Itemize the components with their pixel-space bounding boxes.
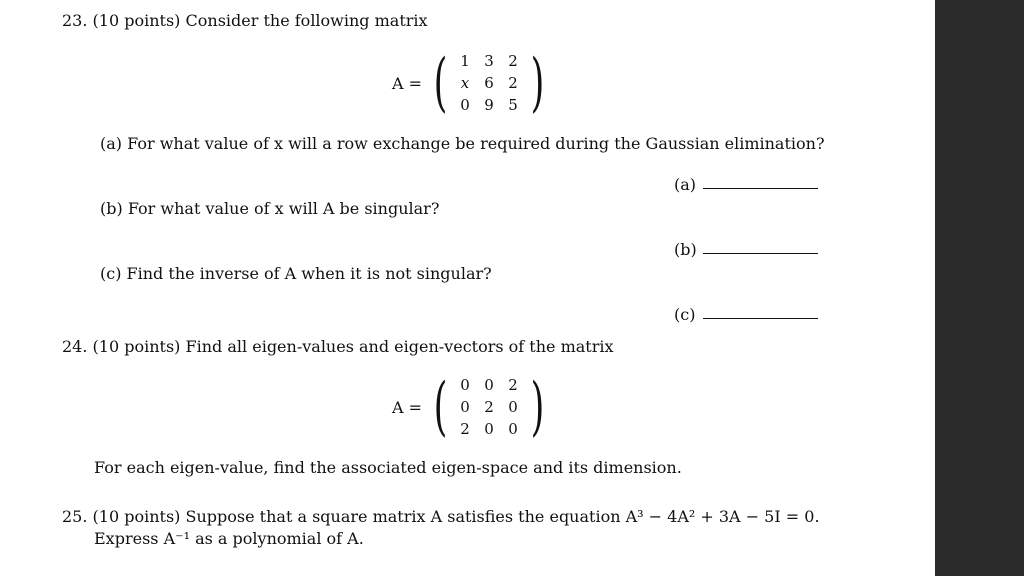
matrix-grid: [453, 50, 525, 116]
question-number: 23.: [62, 11, 88, 30]
left-paren: (: [433, 46, 448, 120]
matrix-24: [392, 370, 550, 444]
matrix-cell: 9: [484, 96, 494, 114]
matrix-cell: 2: [484, 398, 494, 416]
matrix-cell: 0: [508, 420, 518, 438]
matrix-cell: 2: [508, 74, 518, 92]
right-paren: ): [530, 370, 545, 444]
answer-label-c: (c): [674, 305, 696, 324]
matrix-cell: 0: [460, 376, 470, 394]
question-24-followup: For each eigen-value, find the associated eigen-space and its dimension.: [94, 458, 682, 477]
matrix-cell: 0: [484, 420, 494, 438]
question-points: (10 points): [92, 337, 181, 356]
question-intro: Consider the following matrix: [185, 11, 428, 30]
question-24-header: [62, 337, 614, 357]
question-25-header: [62, 507, 820, 527]
matrix-lhs: A =: [392, 397, 423, 417]
answer-blank-c[interactable]: [703, 318, 818, 319]
left-paren: (: [433, 370, 448, 444]
part-a-text: (a) For what value of x will a row exchange be required during the Gaussian elimination?: [100, 134, 825, 153]
matrix-cell: 2: [460, 420, 470, 438]
answer-label-a: (a): [674, 175, 697, 194]
matrix-cell: 2: [508, 376, 518, 394]
question-23-header: [62, 11, 428, 31]
matrix-cell: x: [460, 74, 470, 92]
matrix-grid: [453, 374, 525, 440]
matrix-cell: 5: [508, 96, 518, 114]
dark-side-panel: [935, 0, 1024, 576]
answer-blank-a[interactable]: [703, 188, 818, 189]
question-line-1: Suppose that a square matrix A satisfies the equation A³ − 4A² + 3A − 5I = 0.: [185, 507, 820, 526]
matrix-cell: 0: [460, 398, 470, 416]
question-number: 24.: [62, 337, 88, 356]
matrix-cell: 6: [484, 74, 494, 92]
answer-label-b: (b): [674, 240, 697, 259]
matrix-cell: 0: [460, 96, 470, 114]
question-points: (10 points): [92, 11, 181, 30]
matrix-cell: 0: [508, 398, 518, 416]
part-b-text: (b) For what value of x will A be singular?: [100, 199, 440, 218]
right-paren: ): [530, 46, 545, 120]
matrix-cell: 3: [484, 52, 494, 70]
question-intro: Find all eigen-values and eigen-vectors of the matrix: [185, 337, 614, 356]
matrix-23: [392, 46, 550, 120]
answer-blank-b[interactable]: [703, 253, 818, 254]
question-points: (10 points): [92, 507, 181, 526]
matrix-cell: 2: [508, 52, 518, 70]
matrix-cell: 0: [484, 376, 494, 394]
part-c-text: (c) Find the inverse of A when it is not singular?: [100, 264, 492, 283]
matrix-lhs: A =: [392, 73, 423, 93]
question-number: 25.: [62, 507, 88, 526]
question-25-line-2: Express A⁻¹ as a polynomial of A.: [94, 529, 364, 548]
matrix-cell: 1: [460, 52, 470, 70]
